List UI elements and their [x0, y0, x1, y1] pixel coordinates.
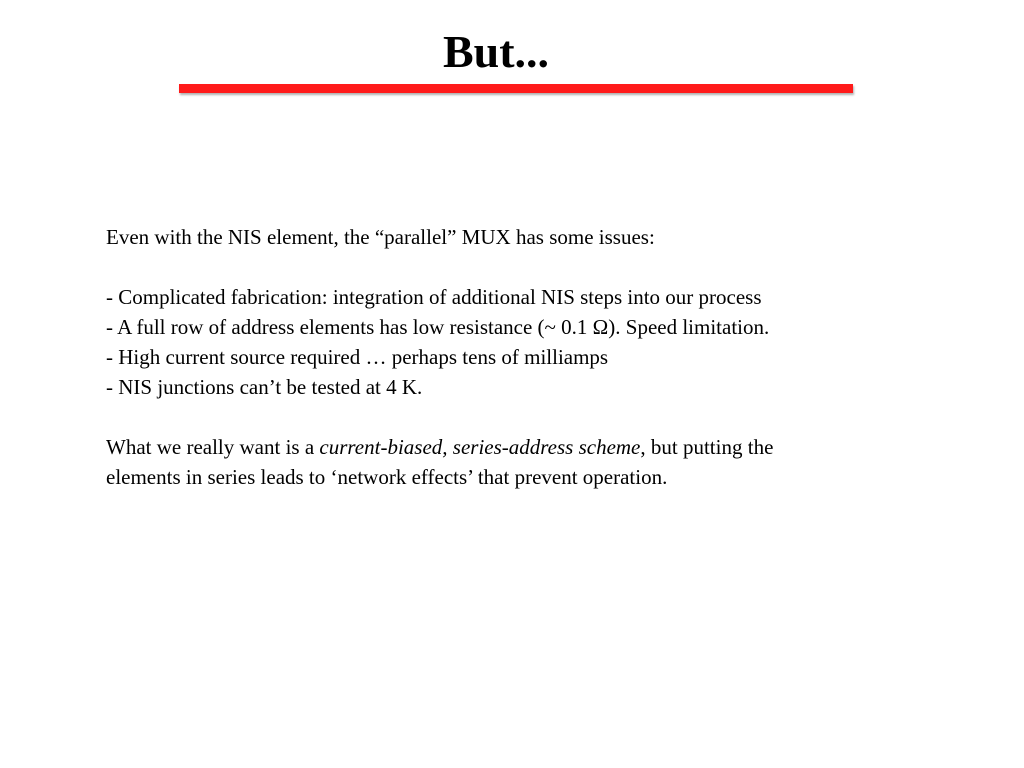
conclusion-emphasis: current-biased, series-address scheme	[319, 435, 641, 459]
spacer	[106, 252, 986, 282]
slide-body	[106, 222, 986, 492]
title-underline-rule	[179, 84, 853, 93]
conclusion-text-start: What we really want is a	[106, 435, 320, 459]
issue-item: - A full row of address elements has low resistance (~ 0.1 Ω). Speed limitation.	[106, 315, 770, 339]
spacer	[106, 402, 986, 432]
issue-item: - High current source required … perhaps tens of milliamps	[106, 345, 609, 369]
issue-item: - Complicated fabrication: integration of additional NIS steps into our process	[106, 285, 762, 309]
conclusion-text-end: , but putting the	[640, 435, 774, 459]
intro-text: Even with the NIS element, the “parallel” MUX has some issues:	[106, 225, 655, 249]
conclusion-line-2: elements in series leads to ‘network effects’ that prevent operation.	[106, 465, 668, 489]
issue-item: - NIS junctions can’t be tested at 4 K.	[106, 375, 423, 399]
conclusion-line-1	[106, 432, 986, 462]
slide-title: But...	[442, 26, 550, 77]
